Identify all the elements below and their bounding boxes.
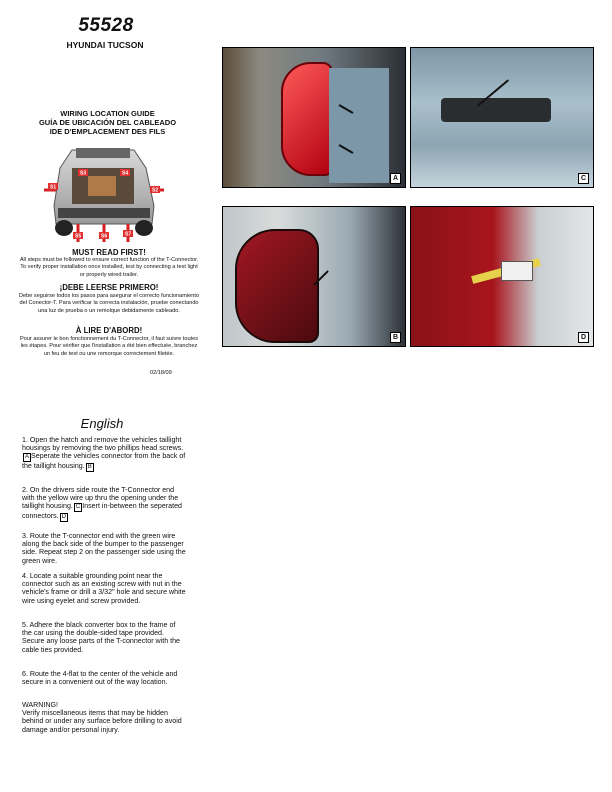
warning-body-en: All steps must be followed to ensure correct function of the T-Connector. To verify proper installation once installed, test by connecting a test light or properly wired trailer.	[19, 257, 199, 278]
step-1	[22, 436, 187, 472]
photo-label-a: A	[390, 173, 401, 184]
cargo-box	[88, 176, 116, 196]
diagram-label-s2: S2	[152, 187, 159, 194]
photo-a-taillight-housing	[222, 47, 406, 188]
warning-heading-en: MUST READ FIRST!	[72, 248, 146, 257]
bumper	[58, 208, 150, 218]
step-2-text-cont: Insert in-between the seperated connectors.	[22, 502, 182, 521]
warning-note: WARNING! Verify miscellaneous items that may be hidden behind or under any surface before drilling to avoid damage and/or personal injury.	[22, 701, 182, 734]
photo-b-removed-housing	[222, 206, 406, 347]
guide-title-en: WIRING LOCATION GUIDE	[60, 109, 155, 118]
wiring-location-diagram	[42, 146, 166, 242]
warning-heading-fr: À LIRE D'ABORD!	[75, 326, 143, 335]
diagram-label-s6: S6	[101, 233, 108, 240]
step-1-ref-b: B	[87, 464, 92, 471]
step-3: 3. Route the T-connector end with the green wire along the back side of the bumper to the passenger side. Repeat step 2 on the passenger side using the green wire.	[22, 532, 186, 565]
diagram-label-s1: S1	[50, 184, 57, 191]
step-2-ref-c: C	[75, 504, 81, 511]
warning-body-fr: Pour assurer le bon fonctionnement du T-Connector, il faut suivre toutes les étapes. Pour vérifier que l'installation a été bien effectuée, branchez un feu de test ou une remorque correctement filetée.	[19, 336, 199, 357]
photo-label-c: C	[578, 173, 589, 184]
section-title-english: English	[80, 416, 124, 431]
photo-c-connector-opening	[410, 47, 594, 188]
step-4: 4. Locate a suitable grounding point near the connector such as an existing screw with nut in the vehicle's frame or drill a 3/32" hole and secure white wire using eyelet and screw provided.	[22, 572, 186, 605]
step-5: 5. Adhere the black converter box to the frame of the car using the double-sided tape provided. Secure any loose parts of the T-connector with the cable ties provided.	[22, 621, 180, 654]
t-connector	[501, 261, 533, 281]
diagram-label-s5: S5	[75, 233, 82, 240]
warning-heading-es: ¡DEBE LEERSE PRIMERO!	[59, 283, 159, 292]
photo-d-t-connector-inserted	[410, 206, 594, 347]
opening-under-housing	[441, 98, 551, 122]
revision-date: 02/18/09	[150, 370, 172, 376]
step-2-text: 2. On the drivers side route the T-Connector end with the yellow wire up thru the opening under the taillight housing.	[22, 486, 179, 511]
guide-title-fr: IDE D'EMPLACEMENT DES FILS	[49, 127, 166, 136]
step-6: 6. Route the 4-flat to the center of the vehicle and secure in a convenient out of the way location.	[22, 670, 178, 687]
diagram-label-s3: S3	[80, 170, 87, 177]
open-hatch	[76, 148, 130, 158]
right-wheel	[135, 220, 153, 236]
photo-label-b: B	[390, 332, 401, 343]
taillight-shape	[281, 62, 333, 176]
step-2	[22, 486, 187, 522]
photo-label-d: D	[578, 332, 589, 343]
diagram-label-s4: S4	[122, 170, 129, 177]
warning-body-es: Debe seguirse todos los pasos para asegurar el correcto funcionamiento del Conector-T. Para verificar la correcta instalación, pruebe conectando una luz de prueba o un remolque debidamente cableado.	[18, 293, 200, 314]
step-2-ref-d: D	[61, 514, 67, 521]
removed-housing-shape	[235, 229, 319, 343]
left-wheel	[55, 220, 73, 236]
step-1-ref-a: A	[25, 454, 30, 461]
step-1-text-cont: Seperate the vehicles connector from the back of the taillight housing.	[22, 452, 186, 471]
vehicle-name: HYUNDAI TUCSON	[66, 40, 144, 50]
hatch-frame	[329, 68, 389, 183]
step-1-text: 1. Open the hatch and remove the vehicles taillight housings by removing the two phillips head screws.	[22, 436, 184, 453]
part-number: 55528	[78, 15, 134, 36]
diagram-label-s7: S7	[125, 231, 132, 238]
guide-title-es: GUÍA DE UBICACIÓN DEL CABLEADO	[38, 118, 177, 127]
